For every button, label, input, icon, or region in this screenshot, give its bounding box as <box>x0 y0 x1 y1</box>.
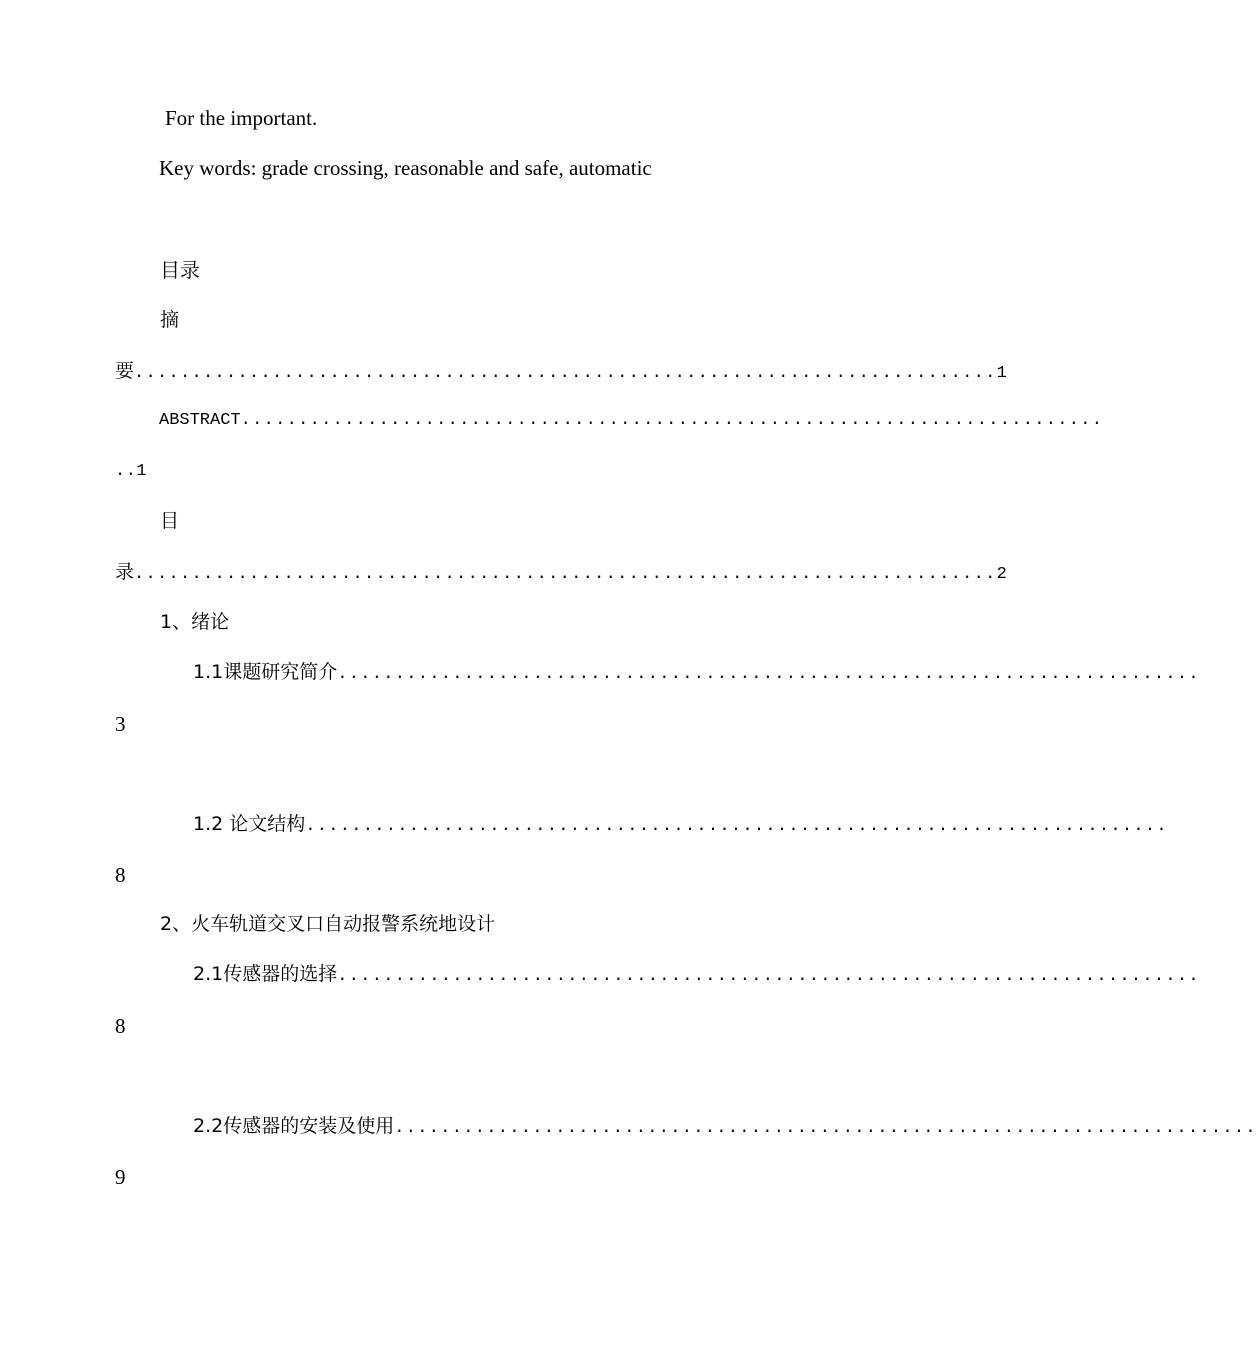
toc-leader-dots: ........................................................................... <box>394 1119 1257 1138</box>
toc-1-2-label: 1.2 论文结构 <box>193 813 306 835</box>
toc-entry-abstract-en[interactable] <box>159 411 1104 430</box>
toc-entry-1-1[interactable] <box>193 661 1200 684</box>
toc-abstract-cn-label-bottom: 要 <box>115 360 135 382</box>
toc-entry-1-2[interactable] <box>193 813 1168 836</box>
toc-chapter-2[interactable]: 2、火车轨道交叉口自动报警系统地设计 <box>160 913 496 935</box>
toc-entry-2-1[interactable] <box>193 963 1200 986</box>
toc-2-2-page: 9 <box>115 1165 126 1189</box>
toc-chapter-1[interactable]: 1、绪论 <box>160 611 230 633</box>
toc-entry-2-2[interactable] <box>193 1115 1257 1138</box>
toc-1-1-page: 3 <box>115 712 126 736</box>
toc-leader-dots: ........................................................................... <box>337 967 1200 986</box>
keywords-line: Key words: grade crossing, reasonable and safe, automatic <box>159 156 652 180</box>
toc-entry-contents[interactable] <box>115 561 1008 584</box>
toc-leader-dots: ........................................................................... <box>134 364 997 383</box>
toc-2-2-label: 2.2传感器的安装及使用 <box>193 1115 395 1137</box>
toc-contents-page: 2 <box>996 565 1008 584</box>
toc-leader-dots: ........................................................................... <box>337 665 1200 684</box>
toc-1-2-page: 8 <box>115 863 126 887</box>
abstract-last-sentence: For the important. <box>165 106 318 130</box>
toc-abstract-en-page: ..1 <box>115 462 148 481</box>
toc-contents-label-bottom: 录 <box>115 561 135 583</box>
toc-2-1-label: 2.1传感器的选择 <box>193 963 338 985</box>
toc-leader-dots: ........................................................................... <box>240 411 1104 430</box>
toc-abstract-en-label: ABSTRACT <box>159 411 241 430</box>
toc-leader-dots: ........................................................................... <box>134 565 997 584</box>
toc-contents-label-top: 目 <box>160 510 180 532</box>
toc-entry-abstract-cn[interactable] <box>115 360 1008 383</box>
toc-heading: 目录 <box>160 258 200 282</box>
toc-abstract-cn-page: 1 <box>996 364 1008 383</box>
toc-leader-dots: ........................................................................... <box>305 817 1168 836</box>
toc-2-1-page: 8 <box>115 1014 126 1038</box>
toc-abstract-cn-label-top: 摘 <box>160 309 180 331</box>
toc-1-1-label: 1.1课题研究简介 <box>193 661 338 683</box>
